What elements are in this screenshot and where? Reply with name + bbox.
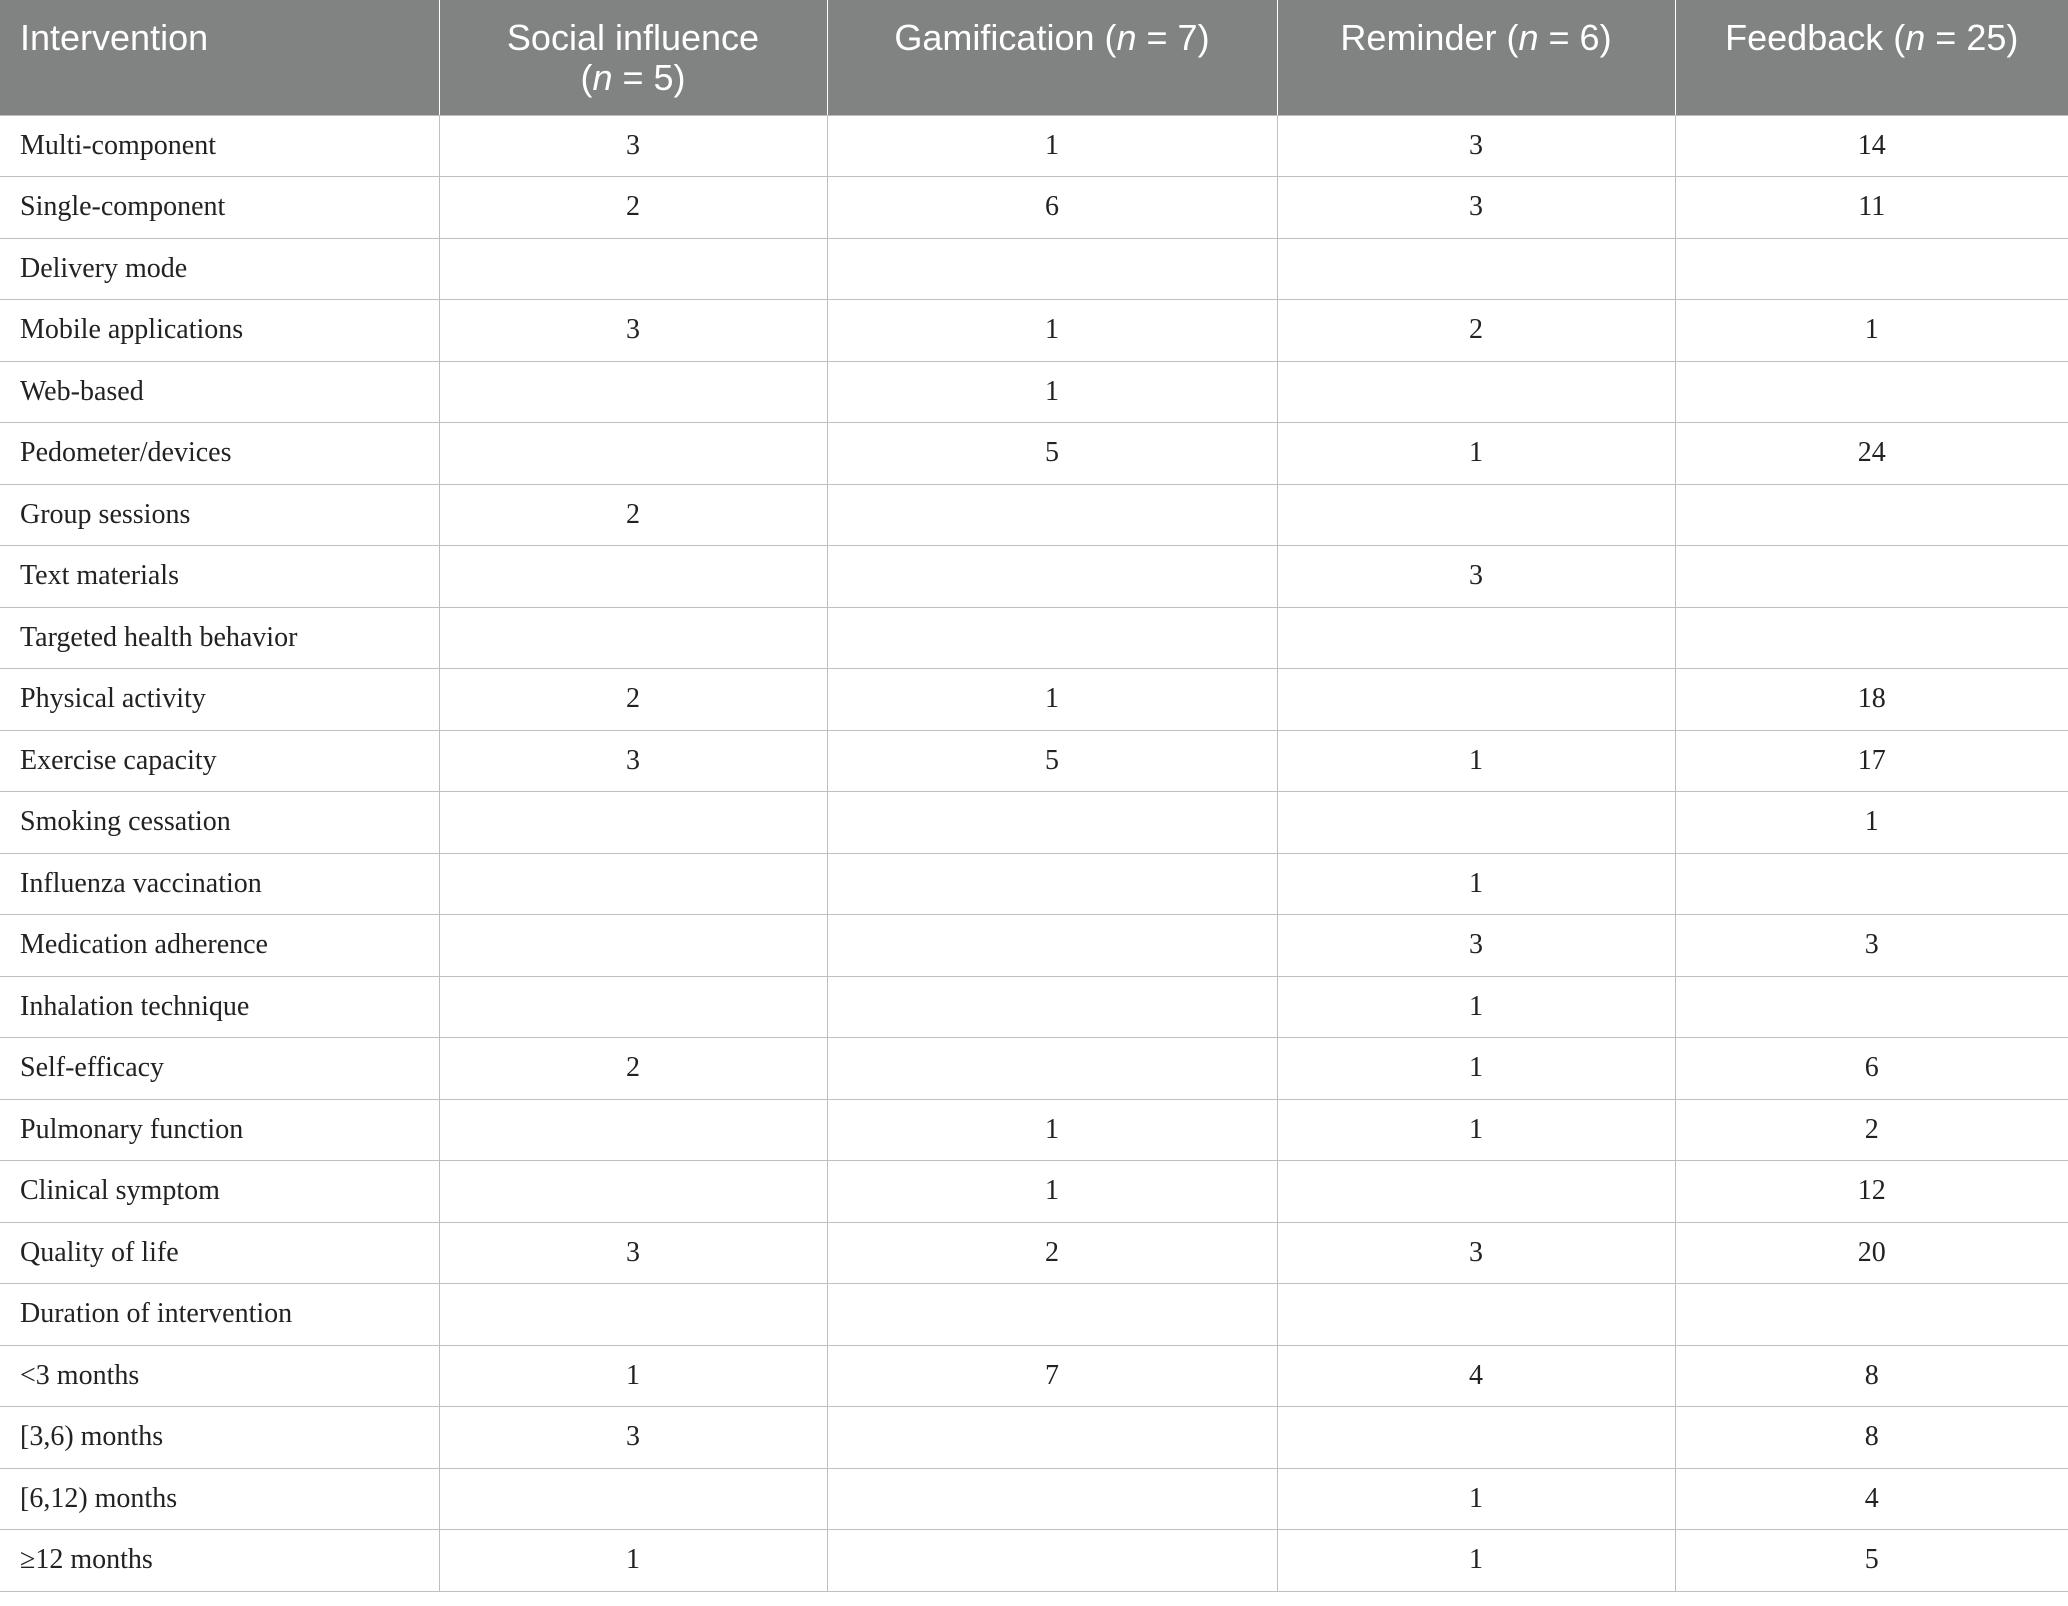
table-cell xyxy=(827,1284,1277,1346)
table-cell: 1 xyxy=(1277,1099,1675,1161)
table-cell: 2 xyxy=(439,669,827,731)
table-cell: 1 xyxy=(827,1099,1277,1161)
table-cell: 8 xyxy=(1675,1345,2068,1407)
table-cell xyxy=(1277,1284,1675,1346)
table-cell xyxy=(1277,238,1675,300)
table-cell: 18 xyxy=(1675,669,2068,731)
table-cell: 5 xyxy=(827,423,1277,485)
row-label: Delivery mode xyxy=(0,238,439,300)
table-cell: 2 xyxy=(439,1038,827,1100)
table-row xyxy=(0,730,2068,792)
header-label: Reminder xyxy=(1340,17,1497,58)
table-row xyxy=(0,792,2068,854)
row-label: Quality of life xyxy=(0,1222,439,1284)
table-cell: 1 xyxy=(1675,792,2068,854)
header-count-value: = 25) xyxy=(1925,17,2019,58)
table-cell xyxy=(1675,484,2068,546)
header-count-value: = 5) xyxy=(612,57,686,98)
table-cell: 3 xyxy=(1277,177,1675,239)
row-label: Group sessions xyxy=(0,484,439,546)
table-cell: 1 xyxy=(1277,853,1675,915)
table-cell xyxy=(827,1468,1277,1530)
table-cell: 1 xyxy=(1277,730,1675,792)
row-label: Text materials xyxy=(0,546,439,608)
table-cell xyxy=(827,792,1277,854)
table-cell xyxy=(827,1530,1277,1592)
table-row xyxy=(0,1161,2068,1223)
header-social-influence xyxy=(439,0,827,115)
row-label: Single-component xyxy=(0,177,439,239)
row-label: [3,6) months xyxy=(0,1407,439,1469)
header-count-value: = 7) xyxy=(1136,17,1210,58)
header-count-open: ( xyxy=(1506,17,1519,58)
table-cell xyxy=(1675,361,2068,423)
table-cell: 2 xyxy=(439,484,827,546)
table-cell: 14 xyxy=(1675,115,2068,177)
table-cell xyxy=(439,1284,827,1346)
table-cell xyxy=(1277,484,1675,546)
table-cell: 3 xyxy=(1277,1222,1675,1284)
table-cell: 1 xyxy=(1277,1530,1675,1592)
table-row xyxy=(0,1099,2068,1161)
row-label: Medication adherence xyxy=(0,915,439,977)
table-cell xyxy=(1277,669,1675,731)
table-cell xyxy=(827,546,1277,608)
row-label: Pulmonary function xyxy=(0,1099,439,1161)
header-label: Intervention xyxy=(20,17,209,58)
table-row xyxy=(0,177,2068,239)
table-cell: 1 xyxy=(1277,1038,1675,1100)
row-label: <3 months xyxy=(0,1345,439,1407)
row-label: Smoking cessation xyxy=(0,792,439,854)
table-row xyxy=(0,1345,2068,1407)
table-cell: 3 xyxy=(439,115,827,177)
table-cell xyxy=(827,607,1277,669)
table-cell: 24 xyxy=(1675,423,2068,485)
header-feedback xyxy=(1675,0,2068,115)
table-cell xyxy=(827,1407,1277,1469)
table-row xyxy=(0,238,2068,300)
row-label: ≥12 months xyxy=(0,1530,439,1592)
table-row xyxy=(0,976,2068,1038)
table-cell: 1 xyxy=(439,1530,827,1592)
table-row xyxy=(0,423,2068,485)
row-label: Mobile applications xyxy=(0,300,439,362)
table-cell: 6 xyxy=(827,177,1277,239)
table-cell: 1 xyxy=(827,361,1277,423)
table-cell: 3 xyxy=(1277,915,1675,977)
table-cell: 11 xyxy=(1675,177,2068,239)
table-header xyxy=(0,0,2068,115)
table-row xyxy=(0,300,2068,362)
table-cell: 1 xyxy=(827,300,1277,362)
header-count-variable: n xyxy=(1116,17,1137,58)
row-label: Pedometer/devices xyxy=(0,423,439,485)
table-row xyxy=(0,915,2068,977)
table-row xyxy=(0,1468,2068,1530)
table-cell xyxy=(439,1099,827,1161)
table-cell xyxy=(827,915,1277,977)
table-cell xyxy=(1277,607,1675,669)
table-row xyxy=(0,361,2068,423)
table-cell xyxy=(439,976,827,1038)
table-cell: 20 xyxy=(1675,1222,2068,1284)
table-cell xyxy=(439,853,827,915)
table-cell: 17 xyxy=(1675,730,2068,792)
row-label: Targeted health behavior xyxy=(0,607,439,669)
table-cell xyxy=(439,423,827,485)
header-count-open: ( xyxy=(1104,17,1117,58)
table-row xyxy=(0,115,2068,177)
table-cell xyxy=(439,546,827,608)
table-body xyxy=(0,115,2068,1591)
row-label: Web-based xyxy=(0,361,439,423)
header-count-variable: n xyxy=(1905,17,1926,58)
table-cell: 1 xyxy=(827,669,1277,731)
table-cell: 3 xyxy=(1277,115,1675,177)
table-cell xyxy=(1277,1161,1675,1223)
header-count-value: = 6) xyxy=(1538,17,1612,58)
table-cell xyxy=(439,361,827,423)
header-reminder xyxy=(1277,0,1675,115)
table-cell: 5 xyxy=(827,730,1277,792)
table-cell: 3 xyxy=(439,1222,827,1284)
table-cell: 1 xyxy=(439,1345,827,1407)
table-cell xyxy=(827,976,1277,1038)
table-cell xyxy=(1675,607,2068,669)
table-cell: 3 xyxy=(1675,915,2068,977)
header-count-open: ( xyxy=(1893,17,1906,58)
table-cell: 8 xyxy=(1675,1407,2068,1469)
header-label: Social influence xyxy=(506,17,760,58)
table-cell: 1 xyxy=(1277,423,1675,485)
row-label: Clinical symptom xyxy=(0,1161,439,1223)
header-count-variable: n xyxy=(1518,17,1539,58)
table-cell xyxy=(1675,853,2068,915)
row-label: Self-efficacy xyxy=(0,1038,439,1100)
table-cell xyxy=(439,238,827,300)
table-cell xyxy=(1675,976,2068,1038)
table-cell: 2 xyxy=(827,1222,1277,1284)
table-cell: 4 xyxy=(1277,1345,1675,1407)
row-label: Influenza vaccination xyxy=(0,853,439,915)
row-label: Exercise capacity xyxy=(0,730,439,792)
table-cell xyxy=(1277,361,1675,423)
table-cell: 3 xyxy=(439,300,827,362)
table-row xyxy=(0,1038,2068,1100)
table-row xyxy=(0,1284,2068,1346)
table-cell xyxy=(1675,238,2068,300)
table-cell xyxy=(827,238,1277,300)
table-cell xyxy=(1277,1407,1675,1469)
row-label: Multi-component xyxy=(0,115,439,177)
table-cell xyxy=(439,1161,827,1223)
table-cell: 6 xyxy=(1675,1038,2068,1100)
row-label: [6,12) months xyxy=(0,1468,439,1530)
table-cell xyxy=(439,1468,827,1530)
row-label: Physical activity xyxy=(0,669,439,731)
table-cell xyxy=(1675,1284,2068,1346)
table-cell xyxy=(827,484,1277,546)
table-cell xyxy=(439,915,827,977)
table-row xyxy=(0,1530,2068,1592)
row-label: Duration of intervention xyxy=(0,1284,439,1346)
table-cell: 5 xyxy=(1675,1530,2068,1592)
header-gamification xyxy=(827,0,1277,115)
table-cell xyxy=(827,1038,1277,1100)
table-cell xyxy=(1675,546,2068,608)
header-count-variable: n xyxy=(592,57,613,98)
table-cell: 3 xyxy=(1277,546,1675,608)
table-cell: 1 xyxy=(1277,1468,1675,1530)
table-cell xyxy=(1277,792,1675,854)
table-cell: 7 xyxy=(827,1345,1277,1407)
table-row xyxy=(0,669,2068,731)
table-cell xyxy=(439,792,827,854)
table-row xyxy=(0,1407,2068,1469)
table-cell: 4 xyxy=(1675,1468,2068,1530)
table-cell: 2 xyxy=(1277,300,1675,362)
table-cell: 12 xyxy=(1675,1161,2068,1223)
header-label: Feedback xyxy=(1725,17,1884,58)
table-row xyxy=(0,546,2068,608)
header-label: Gamification xyxy=(894,17,1095,58)
table-row xyxy=(0,607,2068,669)
table-cell: 2 xyxy=(1675,1099,2068,1161)
table-cell: 1 xyxy=(1675,300,2068,362)
table-cell: 3 xyxy=(439,1407,827,1469)
table-cell xyxy=(827,853,1277,915)
table-cell: 1 xyxy=(1277,976,1675,1038)
header-count-open: ( xyxy=(580,57,593,98)
table-row xyxy=(0,1222,2068,1284)
table-cell: 2 xyxy=(439,177,827,239)
header-intervention xyxy=(0,0,439,115)
table-row xyxy=(0,853,2068,915)
table-cell: 1 xyxy=(827,1161,1277,1223)
table-cell: 3 xyxy=(439,730,827,792)
table-cell: 1 xyxy=(827,115,1277,177)
header-row xyxy=(0,0,2068,115)
table-row xyxy=(0,484,2068,546)
table-cell xyxy=(439,607,827,669)
row-label: Inhalation technique xyxy=(0,976,439,1038)
